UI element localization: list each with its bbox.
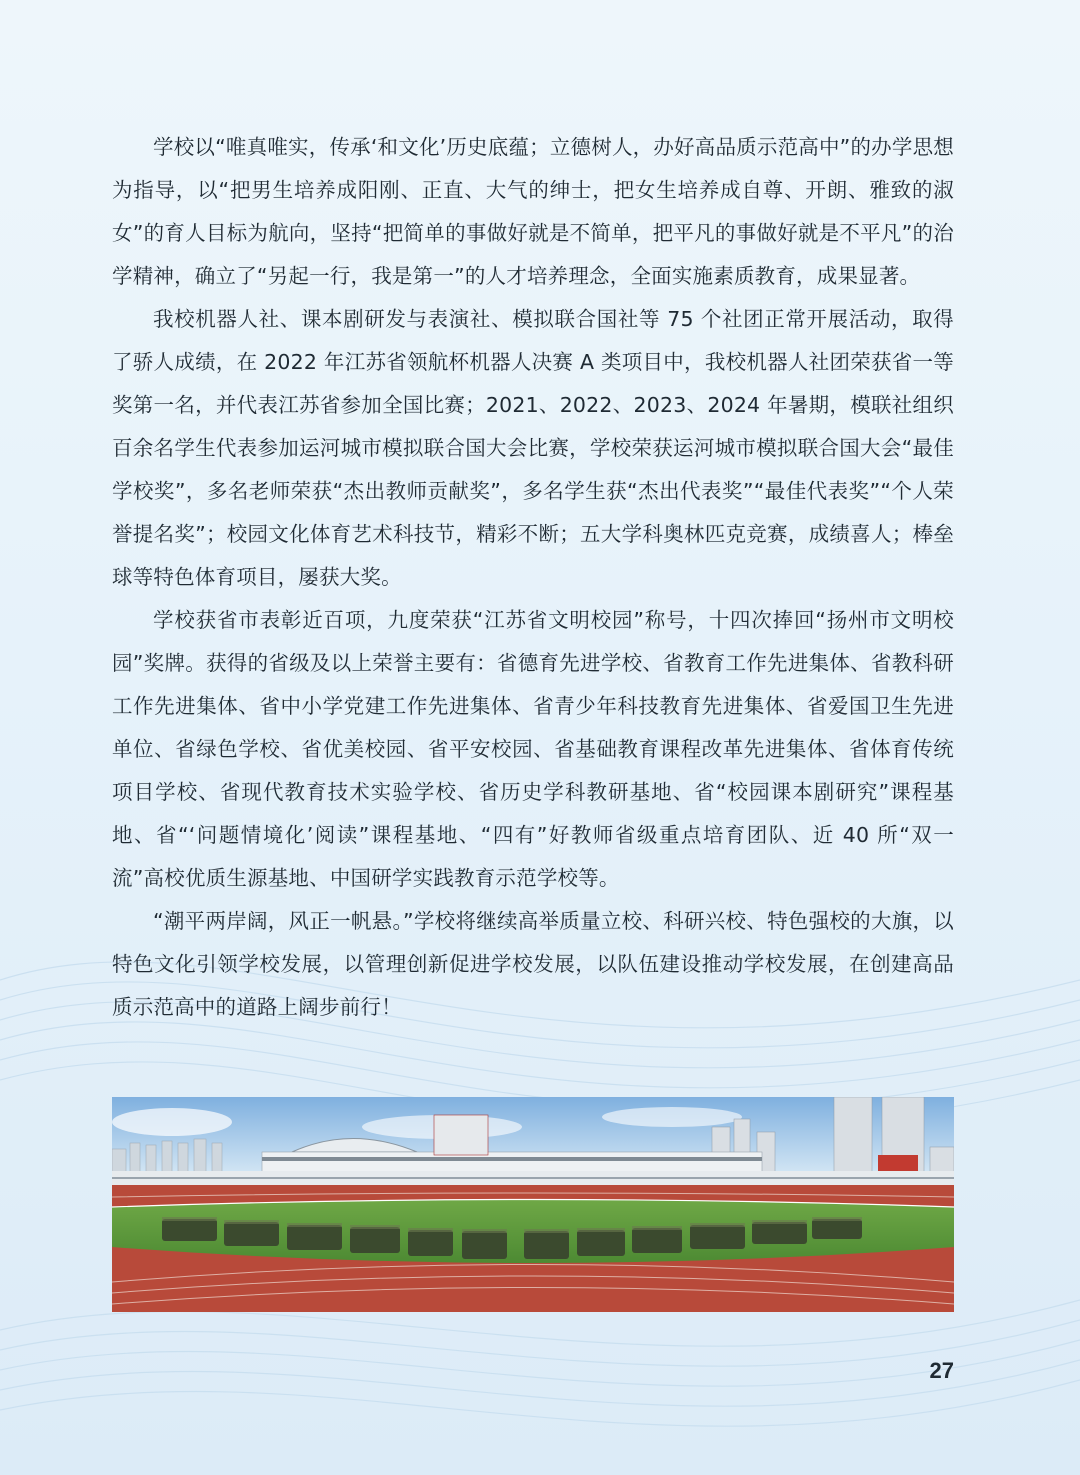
paragraph-outlook: “潮平两岸阔，风正一帆悬。”学校将继续高举质量立校、科研兴校、特色强校的大旗，以特色文化引领学校发展，以管理创新促进学校发展，以队伍建设推动学校发展，在创建高品质示范高中的道路上阔步前行！	[112, 909, 954, 1019]
article-body	[112, 126, 954, 1029]
paragraph-honors: 学校获省市表彰近百项，九度荣获“江苏省文明校园”称号，十四次捧回“扬州市文明校园”奖牌。获得的省级及以上荣誉主要有：省德育先进学校、省教育工作先进集体、省教科研工作先进集体、省中小学党建工作先进集体、省青少年科技教育先进集体、省爱国卫生先进单位、省绿色学校、省优美校园、省平安校园、省基础教育课程改革先进集体、省体育传统项目学校、省现代教育技术实验学校、省历史学科教研基地、省“校园课本剧研究”课程基地、省“‘问题情境化’阅读”课程基地、“四有”好教师省级重点培育团队、近 40 所“双一流”高校优质生源基地、中国研学实践教育示范学校等。	[112, 608, 954, 890]
paragraph-clubs-achievements: 我校机器人社、课本剧研发与表演社、模拟联合国社等 75 个社团正常开展活动，取得了骄人成绩，在 2022 年江苏省领航杯机器人决赛 A 类项目中，我校机器人社团荣获省一等奖第一名，并代表江苏省参加全国比赛；2021、2022、2023、2024 年暑期，模联社组织百余名学生代表参加运河城市模拟联合国大会比赛，学校荣获运河城市模拟联合国大会“最佳学校奖”，多名老师荣获“杰出教师贡献奖”，多名学生获“杰出代表奖”“最佳代表奖”“个人荣誉提名奖”；校园文化体育艺术科技节，精彩不断；五大学科奥林匹克竞赛，成绩喜人；棒垒球等特色体育项目，屡获大奖。	[112, 307, 954, 589]
paragraph-philosophy: 学校以“唯真唯实，传承‘和文化’历史底蕴；立德树人，办好高品质示范高中”的办学思想为指导，以“把男生培养成阳刚、正直、大气的绅士，把女生培养成自尊、开朗、雅致的淑女”的育人目标为航向，坚持“把简单的事做好就是不简单，把平凡的事做好就是不平凡”的治学精神，确立了“另起一行，我是第一”的人才培养理念，全面实施素质教育，成果显著。	[112, 135, 954, 288]
page-number: 27	[929, 1358, 954, 1383]
stadium-panorama-photo	[112, 1097, 954, 1312]
